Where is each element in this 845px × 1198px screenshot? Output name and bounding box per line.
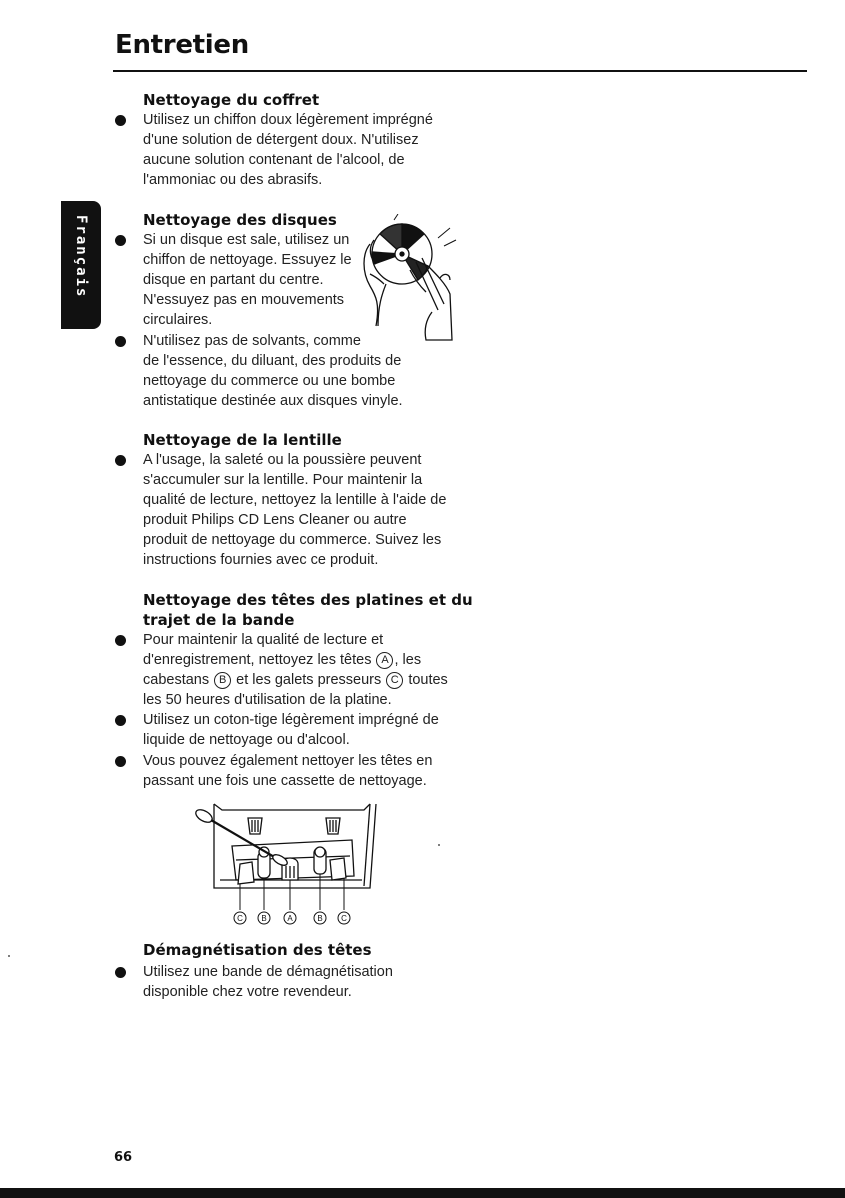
heading-tetes-line2: trajet de la bande: [143, 611, 295, 629]
text-line: de l'essence, du diluant, des produits de: [143, 353, 402, 369]
text-line: disponible chez votre revendeur.: [143, 984, 352, 1000]
heading-demagnetisation: Démagnétisation des têtes: [143, 941, 372, 959]
tape-deck-illustration: [192, 800, 378, 928]
text-line: chiffon de nettoyage. Essuyez le: [143, 252, 352, 268]
text-line: produit de nettoyage du commerce. Suivez les: [143, 532, 442, 548]
text-line: Pour maintenir la qualité de lecture et: [143, 632, 384, 648]
marker-c: C: [386, 672, 403, 689]
text-fragment: cabestans: [143, 672, 210, 688]
text-line: instructions fournies avec ce produit.: [143, 552, 379, 568]
bullet-demagnetisation-1: [143, 962, 393, 1002]
diagram-label-c-right: C: [341, 914, 347, 923]
title-rule: [113, 70, 807, 72]
bottom-bar: [0, 1188, 845, 1198]
diagram-label-c-left: C: [237, 914, 243, 923]
text-line: qualité de lecture, nettoyez la lentille à l'aide de: [143, 492, 447, 508]
text-line: Si un disque est sale, utilisez un: [143, 232, 350, 248]
text-fragment: , les: [394, 652, 422, 668]
text-line: antistatique destinée aux disques vinyle.: [143, 393, 403, 409]
heading-disques: Nettoyage des disques: [143, 211, 337, 229]
text-line: liquide de nettoyage ou d'alcool.: [143, 732, 350, 748]
bullet-coffret-1: [143, 110, 433, 190]
disc-cleaning-illustration: [340, 214, 458, 350]
bullet-tetes-3: [143, 751, 432, 791]
heading-tetes-line1: Nettoyage des têtes des platines et du: [143, 591, 473, 609]
diagram-label-a: A: [287, 914, 293, 923]
diagram-label-b-right: B: [317, 914, 323, 923]
scan-speck: [438, 844, 440, 846]
text-fragment: et les galets presseurs: [236, 672, 382, 688]
text-line: Vous pouvez également nettoyer les têtes en: [143, 753, 433, 769]
text-line: l'ammoniac ou des abrasifs.: [143, 172, 323, 188]
text-line: nettoyage du commerce ou une bombe: [143, 373, 396, 389]
marker-a: A: [376, 652, 393, 669]
page-number: 66: [114, 1150, 133, 1165]
text-line: [143, 650, 448, 670]
diagram-label-b-left: B: [261, 914, 267, 923]
text-line: Utilisez un coton-tige légèrement imprégné de: [143, 712, 439, 728]
bullet-disques-1: [143, 230, 352, 330]
text-line: circulaires.: [143, 312, 213, 328]
bullet-lentille-1: [143, 450, 446, 570]
text-line: d'une solution de détergent doux. N'utilisez: [143, 132, 419, 148]
heading-coffret: Nettoyage du coffret: [143, 91, 320, 109]
text-line: les 50 heures d'utilisation de la platine.: [143, 692, 392, 708]
scan-speck: [8, 955, 10, 957]
text-line: aucune solution contenant de l'alcool, de: [143, 152, 405, 168]
page-title: Entretien: [115, 30, 249, 60]
text-line: N'essuyez pas en mouvements: [143, 292, 345, 308]
text-line: produit Philips CD Lens Cleaner ou autre: [143, 512, 407, 528]
text-line: passant une fois une cassette de nettoyage.: [143, 773, 427, 789]
text-line: A l'usage, la saleté ou la poussière peuvent: [143, 452, 422, 468]
text-line: disque en partant du centre.: [143, 272, 324, 288]
text-line: [143, 670, 448, 690]
text-line: Utilisez une bande de démagnétisation: [143, 964, 393, 980]
text-line: Utilisez un chiffon doux légèrement imprégné: [143, 112, 433, 128]
text-line: N'utilisez pas de solvants, comme: [143, 333, 361, 349]
text-line: s'accumuler sur la lentille. Pour maintenir la: [143, 472, 423, 488]
heading-lentille: Nettoyage de la lentille: [143, 431, 342, 449]
language-tab: [61, 201, 101, 329]
bullet-tetes-2: [143, 710, 439, 750]
text-fragment: d'enregistrement, nettoyez les têtes: [143, 652, 372, 668]
marker-b: B: [214, 672, 231, 689]
language-tab-label: Français: [73, 215, 89, 299]
text-fragment: toutes: [408, 672, 448, 688]
bullet-tetes-1: [143, 630, 448, 710]
heading-tetes: [143, 590, 473, 630]
